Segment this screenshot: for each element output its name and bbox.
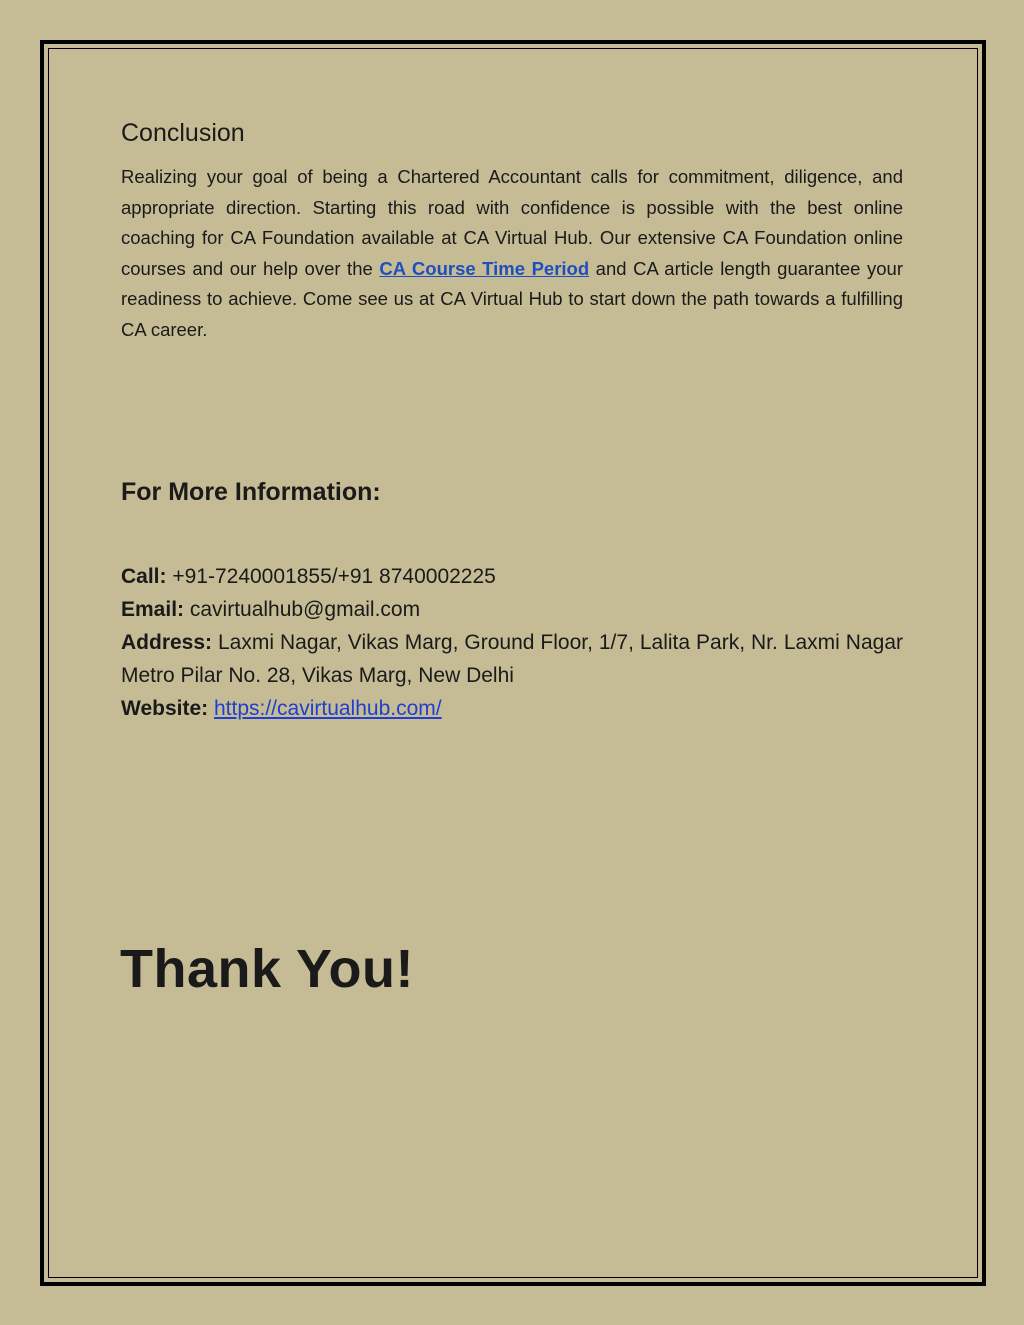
more-info-heading: For More Information: bbox=[121, 478, 381, 506]
website-label: Website: bbox=[121, 697, 209, 720]
email-label: Email: bbox=[121, 598, 185, 621]
ca-course-time-period-link[interactable]: CA Course Time Period bbox=[379, 257, 590, 279]
email-row bbox=[121, 593, 903, 626]
conclusion-text-end: and CA article length guarantee your readiness to achieve. Come see us at CA Virtual Hub to start down the path towards a fulfilling CA career. bbox=[121, 257, 904, 340]
address-row bbox=[121, 626, 903, 692]
conclusion-paragraph bbox=[121, 162, 903, 346]
call-value: +91-7240001855/+91 8740002225 bbox=[166, 565, 496, 588]
website-link[interactable]: https://cavirtualhub.com/ bbox=[213, 697, 442, 720]
conclusion-text-start: Realizing your goal of being a Chartered Accountant calls for commitment, diligence, and appropriate direction. Starting this road with confidence is possible with the best online coaching for CA Foundation available at CA Virtual Hub. Our extensive CA Foundation online courses and our help over the bbox=[121, 166, 903, 279]
conclusion-heading: Conclusion bbox=[121, 119, 245, 147]
call-label: Call: bbox=[121, 565, 167, 588]
email-value: cavirtualhub@gmail.com bbox=[184, 598, 421, 621]
contact-details bbox=[121, 560, 903, 725]
address-value: Laxmi Nagar, Vikas Marg, Ground Floor, 1/7, Lalita Park, Nr. Laxmi Nagar Metro Pilar No. 28, Vikas Marg, New Delhi bbox=[121, 631, 903, 687]
address-label: Address: bbox=[121, 631, 213, 654]
website-row bbox=[121, 692, 903, 725]
thank-you-heading: Thank You! bbox=[120, 939, 415, 999]
call-row bbox=[121, 560, 903, 593]
conclusion-section bbox=[121, 118, 903, 346]
